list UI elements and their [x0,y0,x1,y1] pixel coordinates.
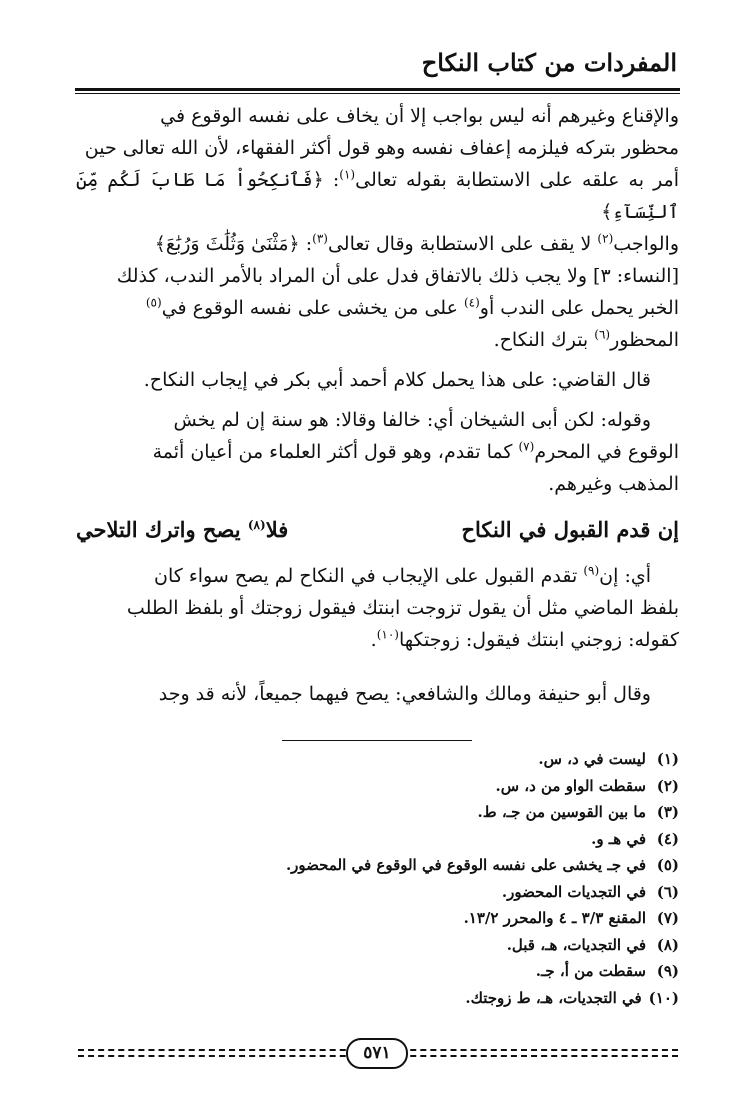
footnote-separator [282,740,472,741]
text-line: على من يخشى على نفسه الوقوع في [161,297,464,319]
footnote-9 [90,958,679,985]
text-line: وقوله: لكن أبى الشيخان أي: خالفا وقالا: هو سنة إن لم يخش [173,409,651,431]
header-rule-thin [75,93,680,94]
text-line: والإقناع وغيرهم أنه ليس بواجب إلا أن يخاف على نفسه الوقوع في [160,105,679,127]
footnotes [90,746,679,1011]
footnote-ref[interactable]: (٦) [594,327,611,342]
footnote-ref[interactable]: (٥) [145,295,162,310]
footnote-text: في جـ يخشى على نفسه الوقوع في الوقوع في المحضور. [285,856,646,874]
text-line: محظور بتركه فيلزمه إعفاف نفسه وهو قول أكثر الفقهاء، لأن الله تعالى حين [84,137,679,159]
footnote-7 [90,905,679,932]
footnote-number: (٢) [656,776,679,795]
text-line: تقدم القبول على الإيجاب في النكاح لم يصح سواء كان [154,565,584,587]
footnote-ref[interactable]: (٧) [518,439,535,454]
footnote-ref[interactable]: (١٠) [376,627,399,642]
footnote-ref[interactable]: (٢) [597,231,614,246]
footnote-text: في التجديات، هـ، قبل. [506,935,646,954]
text-line: لا يقف على الاستطابة وقال تعالى [327,233,598,255]
footnote-ref[interactable]: (٣) [312,231,328,246]
footnote-4 [90,826,679,853]
text-line: كقوله: زوجني ابنتك فيقول: زوجتكها [398,629,679,651]
quran-quote: : ﴿مَثْنَىٰ وَثُلَٰثَ وَرُبَٰعَ﴾ [154,233,313,255]
text-line: أمر به علقه على الاستطابة بقوله تعالى [355,169,680,191]
footnote-ref[interactable]: (٨) [247,518,266,532]
running-title: المفردات من كتاب النكاح [421,48,677,77]
page-number: ٥٧١ [346,1038,408,1069]
footnote-5 [90,852,679,879]
footnote-number: (٣) [656,803,679,821]
footnote-text: في هـ و. [591,829,646,848]
paragraph-5: وقال أبو حنيفة ومالك والشافعي: يصح فيهما جميعاً، لأنه قد وجد [158,683,651,705]
text-line: بلفظ الماضي مثل أن يقول تزوجت ابنتك فيقول زوجتك أو بلفظ الطلب [126,597,679,619]
quran-quote: : ﴿فَٱنكِحُواْ مَا طَابَ لَكُم مِّنَ ٱلنِّسَآءِ﴾ [76,169,679,223]
footnote-number: (٨) [656,935,679,954]
footnote-10 [90,985,679,1012]
footnote-ref[interactable]: (١) [339,167,356,182]
footnote-text: ما بين القوسين من جـ، ط. [477,803,646,821]
footnote-1 [90,746,679,773]
text-line: الوقوع في المحرم [534,441,679,463]
paragraph-2: قال القاضي: على هذا يحمل كلام أحمد أبي بكر في إيجاب النكاح. [143,369,651,391]
text-line: المحظور [610,329,679,351]
paragraph-3 [76,404,679,500]
footnote-number: (٥) [656,856,679,874]
text-line: أي: إن [599,565,651,587]
footnote-number: (٩) [656,962,679,980]
footnote-3 [90,799,679,826]
footnote-number: (٦) [656,882,679,901]
poem-second-hemistich [76,510,288,550]
text-line: بترك النكاح. [493,329,595,351]
poem-verse [76,510,679,550]
footnote-text: ليست في د، س. [538,750,646,768]
text-line: والواجب [613,233,679,255]
footnote-text: سقطت من أ، جـ. [535,962,646,980]
footnote-number: (٤) [656,829,679,848]
text-line: فلا [265,517,289,542]
footnote-text: المقنع ٣/٣ ـ ٤ والمحرر ١٣/٢. [463,909,646,927]
footnote-number: (١) [656,750,679,768]
main-text [76,100,679,710]
text-line: كما تقدم، وهو قول أكثر العلماء من أعيان أئمة [152,441,519,463]
text-line: الخبر يحمل على الندب أو [479,297,679,319]
footnote-number: (١٠) [648,988,679,1007]
footnote-6 [90,879,679,906]
text-line: يصح واترك التلاحي [76,517,248,542]
text-line: المذهب وغيرهم. [548,473,679,495]
footnote-text: سقطت الواو من د، س. [495,776,646,795]
footnote-text: في التجديات، هـ، ط زوجتك. [465,988,642,1007]
header-rule [75,88,680,91]
paragraph-1 [76,100,679,356]
paragraph-4 [76,560,679,656]
footnote-text: في التجديات المحضور. [501,882,646,901]
footnote-8 [90,932,679,959]
footnote-ref[interactable]: (٩) [583,563,600,578]
footnote-ref[interactable]: (٤) [463,295,480,310]
text-line: . [370,629,377,651]
text-line: [النساء: ٣] ولا يجب ذلك بالاتفاق فدل على أن المراد بالأمر الندب، كذلك [116,265,679,287]
poem-first-hemistich: إن قدم القبول في النكاح [461,517,679,542]
footnote-2 [90,773,679,800]
footnote-number: (٧) [656,909,679,927]
